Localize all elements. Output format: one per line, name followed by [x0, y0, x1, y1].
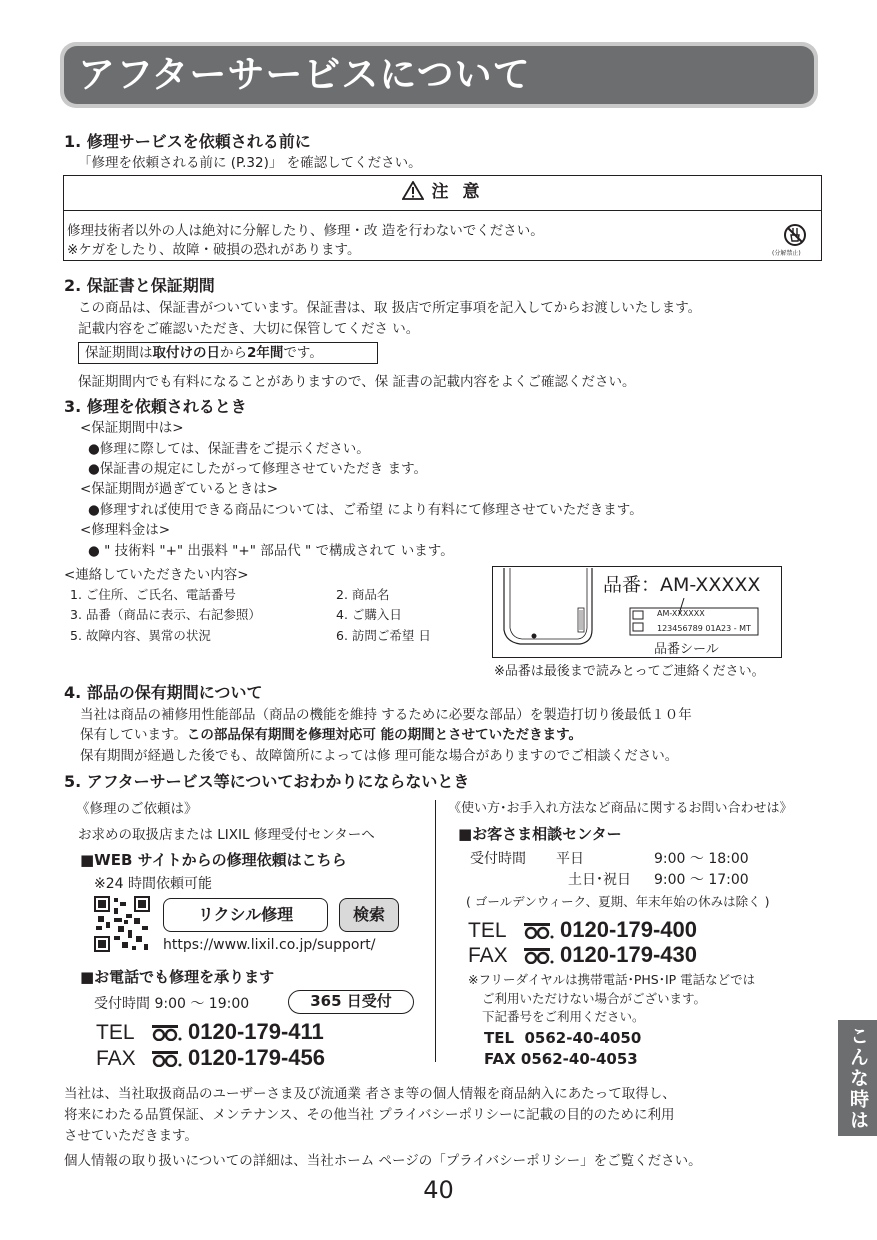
contact-heading: <連絡していただきたい内容>: [64, 567, 249, 583]
contact-item: 1. ご住所、ご氏名、電話番号: [70, 587, 236, 602]
web-heading: ■WEB サイトからの修理依頼はこちら: [80, 851, 347, 869]
warranty-period-box: 保証期間は取付けの日から2年間です。: [78, 342, 378, 364]
section3-line: ●修理すれば使用できる商品については、ご希望 により有料にて修理させていただきます。: [88, 502, 643, 518]
support-url[interactable]: https://www.lixil.co.jp/support/: [163, 937, 376, 953]
customer-center-heading: ■お客さま相談センター: [458, 825, 622, 843]
repair-fax-number: 0120-179-456: [188, 1045, 326, 1070]
repair-hours: 受付時間 9:00 ～ 19:00: [94, 996, 250, 1012]
freedial-note3: 下記番号をご利用ください。: [482, 1009, 645, 1024]
contact-item: 2. 商品名: [336, 587, 390, 602]
web-note: ※24 時間依頼可能: [94, 876, 212, 892]
alt-tel: TEL 0562-40-4050: [484, 1029, 642, 1047]
phone-heading: ■お電話でも修理を承ります: [80, 968, 275, 986]
privacy-line2: 将来にわたる品質保証、メンテナンス、その他当社 プライバシーポリシーに記載の目的のために利用: [64, 1107, 675, 1123]
no-disassembly-icon: [783, 223, 807, 247]
repair-request-sub: お求めの取扱店または LIXIL 修理受付センターへ: [78, 827, 375, 843]
section2-line3: 保証期間内でも有料になることがありますので、保 証書の記載内容をよくご確認ください。: [78, 374, 636, 390]
page-title: アフターサービスについて: [64, 46, 814, 104]
section3-line: <保証期間が過ぎているときは>: [80, 481, 279, 497]
section3-line: ● " 技術料 "+" 出張料 "+" 部品代 " で構成されて います。: [88, 543, 454, 559]
center-tel-number: 0120-179-400: [560, 917, 698, 942]
section4-line1: 当社は商品の補修用性能部品（商品の機能を維持 するために必要な部品）を製造打切り後最低１０年: [80, 707, 692, 723]
label-code1: AM-XXXXXX: [657, 609, 705, 618]
label-code2: 123456789 01A23 - MT: [657, 624, 751, 633]
section3-line: <修理料金は>: [80, 522, 171, 538]
fax-label: FAX: [96, 1047, 136, 1070]
caution-line1: 修理技術者以外の人は絶対に分解したり、修理・改 造を行わないでください。: [67, 223, 544, 239]
search-button[interactable]: 検索: [339, 898, 399, 932]
fax-label: FAX: [468, 944, 508, 967]
section2-line2: 記載内容をご確認いただき、大切に保管してくださ い。: [78, 321, 420, 337]
tel-label: TEL: [468, 919, 507, 942]
section5-heading: 5. アフターサービス等についておわかりにならないとき: [64, 772, 470, 791]
section2-line1: この商品は、保証書がついています。保証書は、取 扱店で所定事項を記入してからお渡しいたします。: [78, 300, 702, 316]
center-fax-number: 0120-179-430: [560, 942, 698, 967]
alt-fax: FAX 0562-40-4053: [484, 1050, 638, 1068]
repair-fax-row: [96, 1045, 325, 1071]
weekday-label: 平日: [556, 851, 584, 867]
holiday-note: ( ゴールデンウィーク、夏期、年末年始の休みは除く ): [466, 894, 770, 909]
weekend-label: 土日･祝日: [568, 872, 631, 888]
section4-line3: 保有期間が経過した後でも、故障箇所によっては修 理可能な場合がありますのでご相談ください。: [80, 748, 679, 764]
hours-label: 受付時間: [470, 851, 526, 867]
privacy-line1: 当社は、当社取扱商品のユーザーさま及び流通業 者さま等の個人情報を商品納入にあたって取得し、: [64, 1086, 676, 1102]
365-day-badge: 365 日受付: [288, 990, 414, 1014]
section4-line2: 保有しています。この部品保有期間を修理対応可 能の期間とさせていただきます。: [80, 727, 583, 743]
column-divider: [435, 800, 436, 1062]
repair-tel-row: [96, 1019, 324, 1045]
repair-tel-number: 0120-179-411: [188, 1019, 324, 1044]
section3-line: ●修理に際しては、保証書をご提示ください。: [88, 441, 370, 457]
label-sticker-caption: 品番シール: [654, 642, 719, 657]
side-tab[interactable]: こんな時は: [838, 1020, 877, 1136]
freedial-icon: [152, 1025, 182, 1041]
search-term-field[interactable]: リクシル修理: [163, 898, 328, 932]
section3-line: <保証期間中は>: [80, 420, 184, 436]
label-note: ※品番は最後まで読みとってご連絡ください。: [494, 664, 765, 679]
contact-item: 5. 故障内容、異常の状況: [70, 628, 211, 643]
privacy-line3: させていただきます。: [64, 1128, 198, 1144]
contact-item: 6. 訪問ご希望 日: [336, 628, 431, 643]
warning-triangle-icon: [402, 181, 424, 200]
privacy-line4: 個人情報の取り扱いについての詳細は、当社ホーム ページの「プライバシーポリシー」をご覧ください。: [64, 1153, 702, 1169]
freedial-note1: ※フリーダイヤルは携帯電話･PHS･IP 電話などでは: [468, 972, 756, 987]
page-number: 40: [423, 1176, 454, 1204]
section3-heading: 3. 修理を依頼されるとき: [64, 397, 247, 416]
freedial-icon: [152, 1051, 182, 1067]
inquiry-title: 《使い方･お手入れ方法など商品に関するお問い合わせは》: [448, 801, 793, 816]
qr-code-icon[interactable]: [94, 896, 150, 952]
prohibit-label: (分解禁止): [772, 250, 801, 257]
weekday-time: 9:00 ～ 18:00: [654, 851, 749, 867]
section4-heading: 4. 部品の保有期間について: [64, 683, 263, 702]
center-fax-row: [468, 942, 697, 968]
tel-label: TEL: [96, 1021, 135, 1044]
contact-item: 4. ご購入日: [336, 607, 402, 622]
contact-item: 3. 品番（商品に表示、右記参照）: [70, 607, 261, 622]
freedial-note2: ご利用いただけない場合がございます。: [482, 991, 707, 1006]
weekend-time: 9:00 ～ 17:00: [654, 872, 749, 888]
section3-line: ●保証書の規定にしたがって修理させていただき ます。: [88, 461, 427, 477]
center-tel-row: [468, 917, 697, 943]
label-model-number: 品番：AM-XXXXX: [603, 574, 761, 596]
freedial-icon: [524, 948, 554, 964]
section1-text: 「修理を依頼される前に (P.32)」 を確認してください。: [78, 155, 422, 171]
caution-line2: ※ケガをしたり、故障・破損の恐れがあります。: [67, 242, 361, 258]
caution-title: 注 意: [431, 182, 484, 202]
freedial-icon: [524, 923, 554, 939]
caution-header: [63, 175, 822, 211]
repair-request-title: 《修理のご依頼は》: [76, 801, 198, 817]
section2-heading: 2. 保証書と保証期間: [64, 276, 215, 295]
section1-heading: 1. 修理サービスを依頼される前に: [64, 132, 311, 151]
